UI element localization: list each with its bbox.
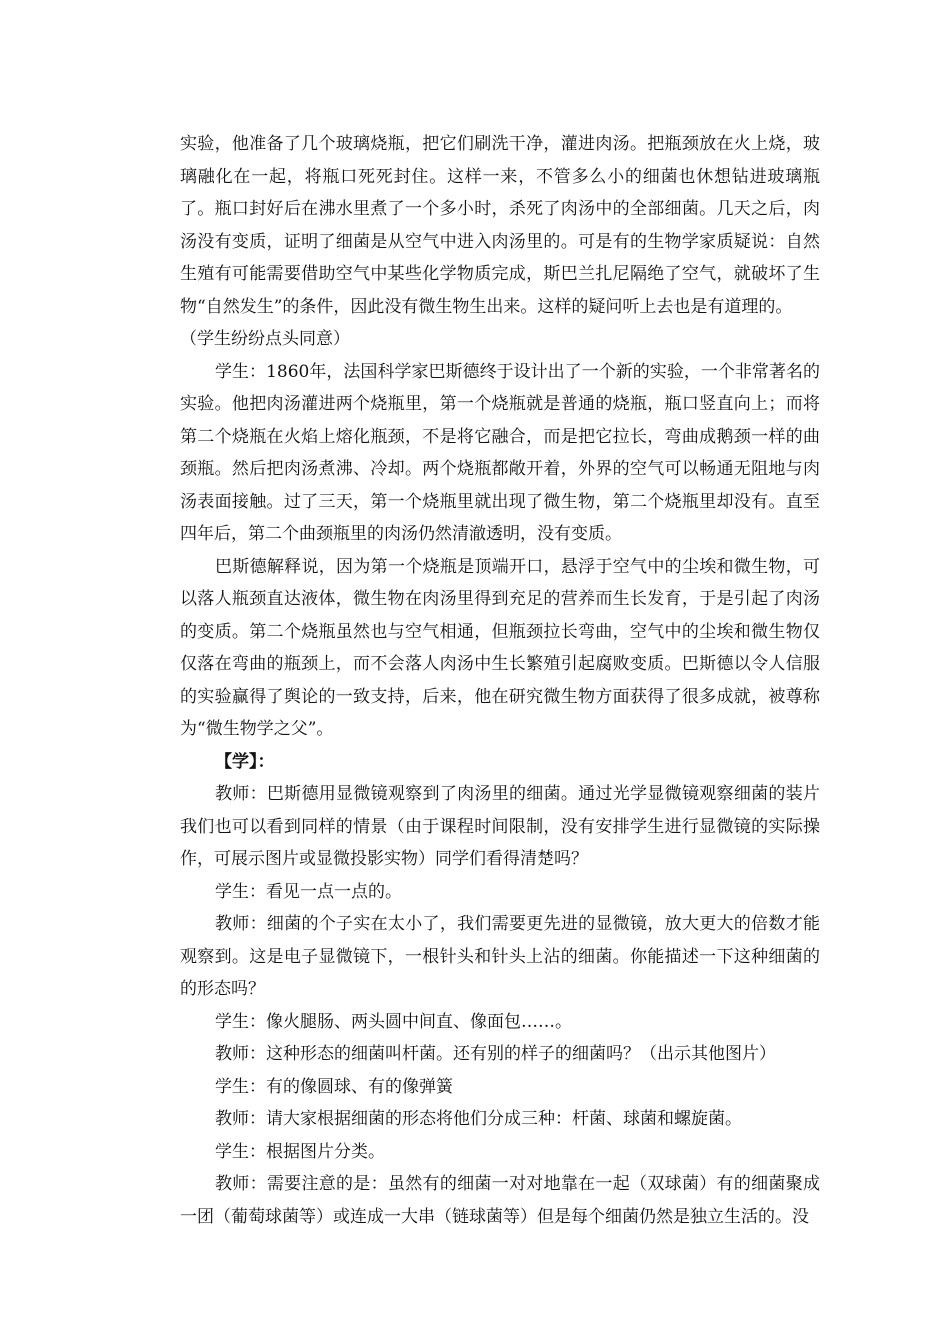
paragraph-4: 巴斯德解释说，因为第一个烧瓶是顶端开口，悬浮于空气中的尘埃和微生物，可以落人瓶颈直达液体，微生物在肉汤里得到充足的营养而生长发育，于是引起了肉汤的变质。第二个烧瓶虽然也与空气相通，但瓶颈拉长弯曲，空气中的尘埃和微生物仅仅落在弯曲的瓶颈上，而不会落人肉汤中生长繁殖引起腐败变质。巴斯德以令人信服的实验赢得了舆论的一致支持，后来，他在研究微生物方面获得了很多成就，被尊称为“微生物学之父”。 [180,556,820,739]
paragraph-13: 学生：根据图片分类。 [215,1141,385,1162]
paragraph-1: 实验，他准备了几个玻璃烧瓶，把它们刷洗干净，灌进肉汤。把瓶颈放在火上烧，玻璃融化在一起，将瓶口死死封住。这样一来，不管多么小的细菌也休想钻进玻璃瓶了。瓶口封好后在沸水里煮了一个多小时，杀死了肉汤中的全部细菌。几天之后，肉汤没有变质，证明了细菌是从空气中进入肉汤里的。可是有的生物学家质疑说：自然生殖有可能需要借助空气中某些化学物质完成，斯巴兰扎尼隔绝了空气，就破坏了生物“自然发生”的条件，因此没有微生物生出来。这样的疑问听上去也是有道理的。 [180,134,820,317]
paragraph-12: 教师：请大家根据细菌的形态将他们分成三种：杆菌、球菌和螺旋菌。 [215,1109,742,1129]
paragraph-6: 教师：巴斯德用显微镜观察到了肉汤里的细菌。通过光学显微镜观察细菌的装片我们也可以看到同样的情景（由于课程时间限制，没有安排学生进行显微镜的实际操作，可展示图片或显微投影实物）同学们看得清楚吗？ [180,784,820,869]
section-heading: 【学】： [215,751,275,772]
paragraph-11: 学生：有的像圆球、有的像弹簧 [215,1076,453,1097]
document-body [180,128,820,1233]
paragraph-2: （学生纷纷点头同意） [180,329,350,349]
paragraph-8: 教师：细菌的个子实在太小了，我们需要更先进的显微镜，放大更大的倍数才能观察到。这是电子显微镜下，一根针头和针头上沾的细菌。你能描述一下这种细菌的的形态吗？ [180,914,820,999]
paragraph-10: 教师：这种形态的细菌叫杆菌。还有别的样子的细菌吗？（出示其他图片） [215,1044,776,1064]
paragraph-7: 学生：看见一点一点的。 [215,881,402,902]
paragraph-14: 教师：需要注意的是：虽然有的细菌一对对地靠在一起（双球菌）有的细菌聚成一团（葡萄球菌等）或连成一大串（链球菌等）但是每个细菌仍然是独立生活的。没 [180,1174,820,1227]
paragraph-9: 学生：像火腿肠、两头圆中间直、像面包……。 [215,1011,572,1032]
paragraph-3: 学生：1860年，法国科学家巴斯德终于设计出了一个新的实验，一个非常著名的实验。他把肉汤灌进两个烧瓶里，第一个烧瓶就是普通的烧瓶，瓶口竖直向上；而将第二个烧瓶在火焰上熔化瓶颈，不是将它融合，而是把它拉长，弯曲成鹅颈一样的曲颈瓶。然后把肉汤煮沸、冷却。两个烧瓶都敞开着，外界的空气可以畅通无阻地与肉汤表面接触。过了三天，第一个烧瓶里就出现了微生物，第二个烧瓶里却没有。直至四年后，第二个曲颈瓶里的肉汤仍然清澈透明，没有变质。 [180,361,820,544]
